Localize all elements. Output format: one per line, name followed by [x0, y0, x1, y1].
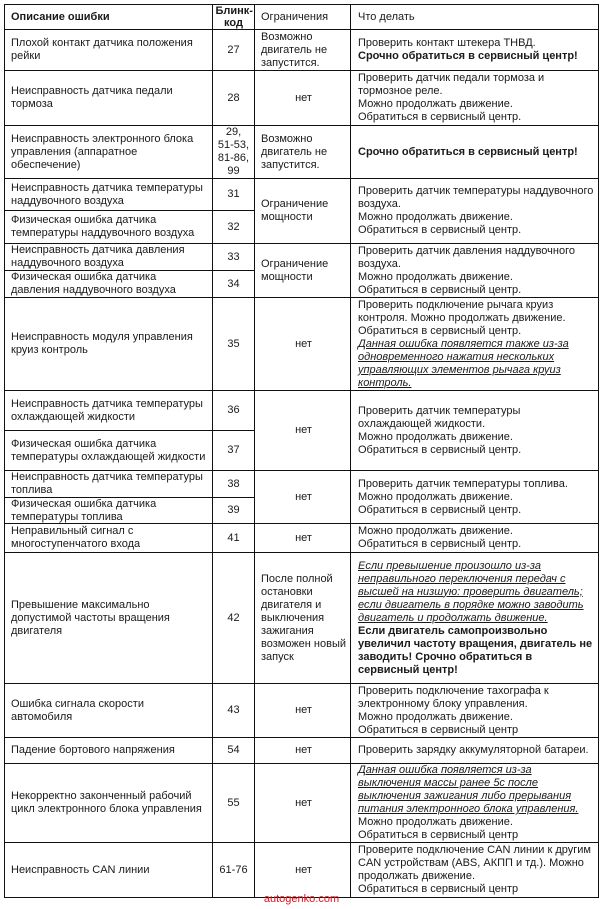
- error-description-text: Неисправность датчика температуры наддувочного воздуха: [11, 181, 203, 207]
- blink-code: [212, 125, 255, 179]
- error-description: [4, 470, 213, 498]
- action: [350, 737, 599, 764]
- error-description: [4, 683, 213, 738]
- restriction-text: После полной остановки двигателя и выключения зажигания возможен новый запуск: [261, 572, 347, 663]
- action-line: Проверить подключение тахографа к электронному блоку управления.: [358, 684, 549, 710]
- restriction-text: нет: [295, 863, 312, 876]
- restriction: [254, 297, 351, 391]
- blink-code-text: 32: [227, 220, 240, 233]
- blink-code: [212, 430, 255, 471]
- action-line: Обратиться в сервисный центр.: [358, 538, 522, 550]
- restriction-merged: [254, 470, 351, 524]
- blink-code-text: 27: [227, 43, 240, 56]
- error-description-text: Падение бортового напряжения: [11, 744, 175, 756]
- action: [350, 763, 599, 843]
- restriction-text: Ограничение мощности: [261, 198, 329, 223]
- action-line: Проверите подключение CAN линии к другим CAN устройствам (ABS, АКПП и тд.). Можно продолжать движение.: [358, 844, 591, 882]
- blink-code: [212, 523, 255, 553]
- error-description: [4, 523, 213, 553]
- restriction-merged: [254, 390, 351, 471]
- header-description: [4, 4, 213, 30]
- restriction-merged: [254, 243, 351, 298]
- action: [350, 552, 599, 684]
- action-line: Если двигатель самопроизвольно увеличил частоту вращения, двигатель не заводить! Срочно обратиться в сервисный центр!: [358, 624, 593, 676]
- error-description: [4, 29, 213, 71]
- action: [350, 29, 599, 71]
- restriction: [254, 125, 351, 179]
- action-line: Проверить датчик температуры охлаждающей жидкости.: [358, 404, 521, 430]
- error-description-text: Некорректно законченный рабочий цикл электронного блока управления: [11, 790, 202, 815]
- action-line: Обратиться в сервисный центр.: [358, 443, 522, 456]
- error-description: [4, 552, 213, 684]
- blink-code: [212, 178, 255, 211]
- action-line: Можно продолжать движение.: [358, 430, 513, 443]
- blink-code-text: 29, 51-53, 81-86, 99: [217, 126, 250, 177]
- restriction-text: нет: [295, 424, 312, 436]
- action-line: Обратиться в сервисный центр: [358, 723, 519, 736]
- action-merged: [350, 470, 599, 524]
- header-code-text: Блинк-код: [215, 5, 253, 29]
- error-description-text: Плохой контакт датчика положения рейки: [11, 37, 193, 62]
- blink-code-text: 55: [227, 796, 240, 809]
- blink-code-text: 31: [227, 188, 240, 200]
- error-description: [4, 297, 213, 391]
- error-description-text: Неисправность датчика температуры охлаждающей жидкости: [11, 397, 203, 423]
- restriction: [254, 842, 351, 898]
- error-description: [4, 842, 213, 898]
- error-description: [4, 243, 213, 271]
- blink-code-text: 61-76: [219, 863, 248, 876]
- restriction: [254, 523, 351, 553]
- blink-code: [212, 683, 255, 738]
- restriction: [254, 683, 351, 738]
- error-description-text: Превышение максимально допустимой частоты вращения двигателя: [11, 598, 170, 637]
- error-description: [4, 763, 213, 843]
- action-line: Можно продолжать движение.: [358, 98, 513, 110]
- action-line: Проверить контакт штекера ТНВД.: [358, 37, 536, 49]
- error-description: [4, 737, 213, 764]
- restriction-text: нет: [295, 91, 312, 104]
- restriction-text: Ограничение мощности: [261, 257, 329, 283]
- blink-code-text: 34: [227, 277, 240, 290]
- blink-code: [212, 29, 255, 71]
- blink-code: [212, 270, 255, 298]
- blink-code-text: 28: [227, 91, 240, 104]
- error-description: [4, 430, 213, 471]
- restriction-text: нет: [295, 337, 312, 350]
- action-line: Проверить зарядку аккумуляторной батареи.: [358, 744, 589, 756]
- error-description-text: Неисправность модуля управления круиз контроль: [11, 331, 193, 356]
- error-description: [4, 178, 213, 211]
- header-action-text: Что делать: [358, 10, 415, 23]
- action-line: Если превышение произошло из-за неправильного переключения передач с высшей на низшую: проверить двигатель; если двигатель в порядке можно заводить двигатель и продолжать движение.: [358, 559, 584, 624]
- action-line: Проверить датчик давления наддувочного воздуха.: [358, 244, 575, 270]
- error-description-text: Неисправность датчика температуры топлива: [11, 471, 203, 496]
- action-line: Обратиться в сервисный центр.: [358, 503, 522, 516]
- action-line: Обратиться в сервисный центр.: [358, 324, 522, 337]
- error-description: [4, 125, 213, 179]
- blink-code: [212, 842, 255, 898]
- action: [350, 683, 599, 738]
- error-description-text: Физическая ошибка датчика температуры наддувочного воздуха: [11, 214, 195, 239]
- action-line: Можно продолжать движение.: [358, 816, 513, 828]
- restriction: [254, 29, 351, 71]
- error-description-text: Физическая ошибка датчика температуры топлива: [11, 497, 157, 523]
- action: [350, 297, 599, 391]
- restriction: [254, 552, 351, 684]
- error-description-text: Неисправность CAN линии: [11, 863, 150, 876]
- action-line: Проверить датчик педали тормоза и тормозное реле.: [358, 72, 545, 97]
- restriction-text: Возможно двигатель не запустится.: [261, 132, 328, 171]
- action-line: Можно продолжать движение.: [358, 490, 513, 503]
- blink-code-text: 43: [227, 704, 240, 716]
- restriction-text: Возможно двигатель не запустится.: [261, 30, 328, 69]
- error-description: [4, 210, 213, 244]
- action-line: Обратиться в сервисный центр.: [358, 283, 522, 296]
- restriction-text: нет: [295, 796, 312, 809]
- blink-code-text: 38: [227, 477, 240, 490]
- action-line: Срочно обратиться в сервисный центр!: [358, 145, 578, 158]
- blink-code-text: 37: [227, 444, 240, 456]
- action-line: Проверить датчик температуры топлива.: [358, 477, 568, 490]
- action-line: Обратиться в сервисный центр.: [358, 111, 522, 123]
- header-code: [212, 4, 255, 30]
- action-line: Данная ошибка появляется также из-за одновременного нажатия нескольких управляющих элементов рычага круиз контроль.: [358, 337, 569, 389]
- restriction-text: нет: [295, 531, 312, 544]
- action-line: Проверить датчик температуры наддувочного воздуха.: [358, 185, 594, 210]
- blink-code: [212, 390, 255, 431]
- blink-code-text: 42: [227, 611, 240, 624]
- header-action: [350, 4, 599, 30]
- watermark: autogenko.com: [263, 893, 340, 905]
- blink-code-text: 35: [227, 337, 240, 350]
- restriction: [254, 737, 351, 764]
- error-description-text: Неисправность электронного блока управления (аппаратное обеспечение): [11, 132, 194, 171]
- restriction-merged: [254, 178, 351, 244]
- restriction: [254, 763, 351, 843]
- blink-code: [212, 297, 255, 391]
- error-description-text: Неправильный сигнал с многоступенчатого входа: [11, 525, 141, 550]
- restriction-text: нет: [295, 490, 312, 503]
- blink-code: [212, 243, 255, 271]
- action: [350, 842, 599, 898]
- blink-code: [212, 552, 255, 684]
- action-line: Можно продолжать движение.: [358, 710, 513, 723]
- blink-code-text: 36: [227, 404, 240, 416]
- blink-code-text: 33: [227, 250, 240, 263]
- blink-code: [212, 210, 255, 244]
- blink-code: [212, 737, 255, 764]
- header-restrictions: [254, 4, 351, 30]
- action-line: Можно продолжать движение.: [358, 211, 513, 223]
- action: [350, 523, 599, 553]
- blink-code-text: 39: [227, 504, 240, 516]
- action-line: Можно продолжать движение.: [358, 525, 513, 537]
- action-merged: [350, 178, 599, 244]
- error-description: [4, 70, 213, 126]
- restriction-text: нет: [295, 704, 312, 716]
- error-description-text: Физическая ошибка датчика температуры охлаждающей жидкости: [11, 437, 206, 463]
- action-merged: [350, 243, 599, 298]
- action-line: Срочно обратиться в сервисный центр!: [358, 50, 578, 62]
- blink-code: [212, 497, 255, 524]
- error-description: [4, 390, 213, 431]
- error-description-text: Ошибка сигнала скорости автомобиля: [11, 697, 144, 723]
- action-line: Обратиться в сервисный центр.: [358, 224, 522, 236]
- action-line: Обратиться в сервисный центр: [358, 883, 519, 895]
- restriction: [254, 70, 351, 126]
- action: [350, 125, 599, 179]
- action-merged: [350, 390, 599, 471]
- blink-code: [212, 70, 255, 126]
- action-line: Обратиться в сервисный центр: [358, 829, 519, 841]
- action-line: Можно продолжать движение.: [358, 270, 513, 283]
- error-description-text: Неисправность датчика давления наддувочного воздуха: [11, 244, 185, 269]
- blink-code-text: 54: [227, 744, 240, 756]
- restriction-text: нет: [295, 744, 312, 756]
- blink-code: [212, 763, 255, 843]
- blink-code-text: 41: [227, 531, 240, 544]
- error-description: [4, 497, 213, 524]
- blink-code: [212, 470, 255, 498]
- error-description: [4, 270, 213, 298]
- header-restrictions-text: Ограничения: [261, 10, 329, 23]
- error-description-text: Неисправность датчика педали тормоза: [11, 85, 173, 110]
- action: [350, 70, 599, 126]
- error-description-text: Физическая ошибка датчика давления наддувочного воздуха: [11, 271, 176, 296]
- header-description-text: Описание ошибки: [11, 10, 110, 23]
- action-line: Проверить подключение рычага круиз контроля. Можно продолжать движение.: [358, 298, 566, 324]
- action-line: Данная ошибка появляется из-за выключения массы ранее 5с после выключения зажигания либо прерывания питания электронного блока управления.: [358, 764, 579, 815]
